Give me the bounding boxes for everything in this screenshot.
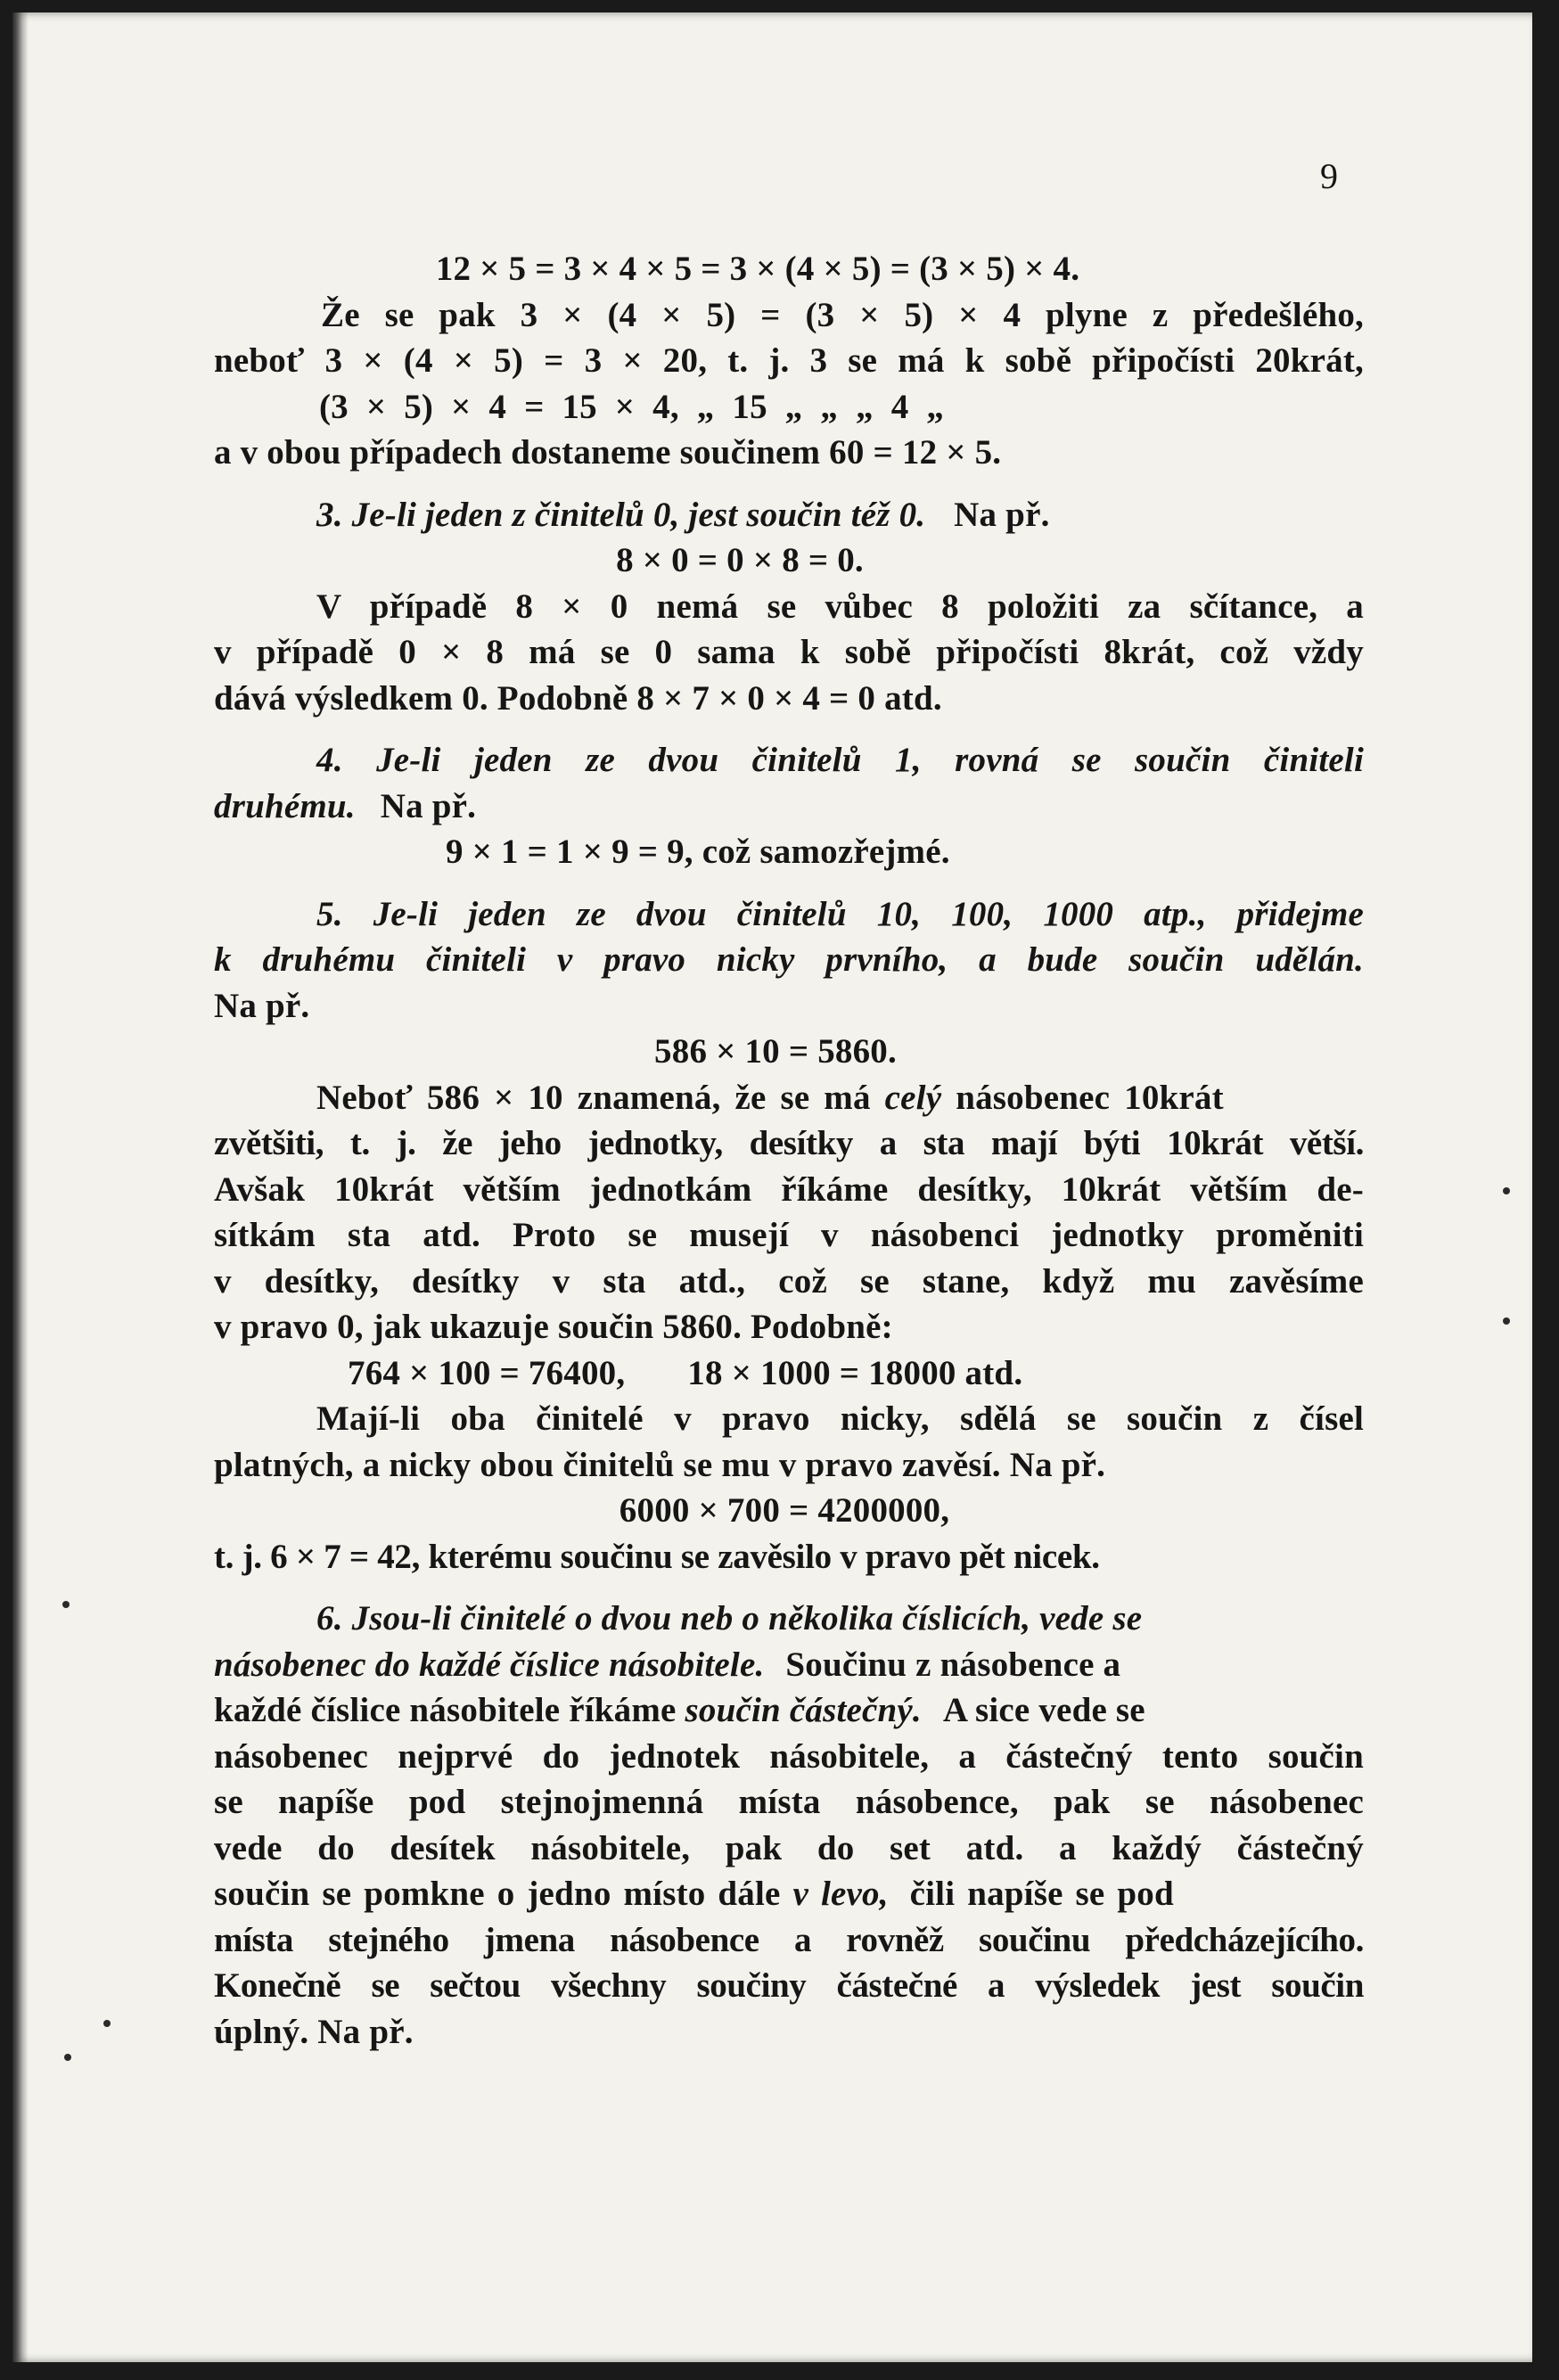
- rule-4-line: [214, 784, 1364, 830]
- emphasis: v levo,: [792, 1875, 889, 1913]
- equation-line: 12 × 5 = 3 × 4 × 5 = 3 × (4 × 5) = (3 × 5) × 4.: [435, 250, 1080, 288]
- rule-4-statement: 4. Je-li jeden ze dvou činitelů 1, rovná se součin činiteli: [316, 741, 1364, 779]
- rule-6-line: [214, 1596, 1364, 1642]
- page-number: 9: [1320, 156, 1338, 196]
- text-line: násobenec nejprvé do jednotek násobitele, a částečný tento součin: [214, 1736, 1364, 1776]
- text-line: [214, 1687, 1364, 1734]
- text-line: Avšak 10krát větším jednotkám říkáme desítky, 10krát větším de-: [214, 1169, 1364, 1209]
- text-line: místa stejného jmena násobence a rovněž součinu předcházejícího.: [214, 1920, 1364, 1959]
- text-line: Konečně se sečtou všechny součiny částečné a výsledek jest součin: [214, 1966, 1364, 2005]
- margin-speck: [62, 1601, 70, 1608]
- equation: 18 × 1000 = 18000 atd.: [687, 1353, 1023, 1392]
- rule-6-statement-end: násobenec do každé číslice násobitele.: [214, 1645, 765, 1684]
- page-binding-edge: [12, 12, 29, 2362]
- text-line: a v obou případech dostaneme součinem 60 = 12 × 5.: [214, 433, 1002, 472]
- text-part: každé číslice násobitele říkáme: [214, 1691, 677, 1729]
- rule-5-statement: 5. Je-li jeden ze dvou činitelů 10, 100, 1000 atp., přidejme: [316, 894, 1364, 933]
- margin-speck: [1503, 1187, 1510, 1194]
- emphasis: celý: [884, 1078, 942, 1117]
- text-line: Mají-li oba činitelé v pravo nicky, sdělá se součin z čísel: [316, 1399, 1364, 1438]
- text-line: v desítky, desítky v sta atd., což se stane, když mu zavěsíme: [214, 1261, 1364, 1301]
- text-part: čili napíše se pod: [909, 1875, 1174, 1913]
- text-part: Součinu z násobence a: [785, 1645, 1121, 1684]
- text-line: dává výsledkem 0. Podobně 8 × 7 × 0 × 4 = 0 atd.: [214, 678, 942, 718]
- book-page: [12, 12, 1532, 2362]
- equation-line: 8 × 0 = 0 × 8 = 0.: [616, 541, 864, 579]
- example-label: Na př.: [380, 786, 477, 825]
- rule-5-statement-end: k druhému činiteli v pravo nicky prvního, a bude součin udělán.: [214, 940, 1364, 979]
- text-line: v případě 0 × 8 má se 0 sama k sobě připočísti 8krát, což vždy: [214, 633, 1364, 671]
- text-line: platných, a nicky obou činitelů se mu v pravo zavěsí. Na př.: [214, 1445, 1106, 1484]
- equation-line: 9 × 1 = 1 × 9 = 9, což samozřejmé.: [446, 833, 950, 871]
- margin-speck: [1503, 1317, 1510, 1325]
- text-line: neboť 3 × (4 × 5) = 3 × 20, t. j. 3 se má k sobě připočísti 20krát,: [214, 341, 1364, 380]
- text-line: úplný. Na př.: [214, 2012, 414, 2051]
- text-line: zvětšiti, t. j. že jeho jednotky, desítky a sta mají býti 10krát větší.: [214, 1124, 1364, 1162]
- text-line: sítkám sta atd. Proto se musejí v násobenci jednotky proměniti: [214, 1216, 1364, 1254]
- text-line: t. j. 6 × 7 = 42, kterému součinu se zavěsilo v pravo pět nicek.: [214, 1537, 1100, 1576]
- text-line: se napíše pod stejnojmenná místa násobence, pak se násobenec: [214, 1783, 1364, 1821]
- equation-line: 6000 × 700 = 4200000,: [619, 1491, 950, 1530]
- rule-4-statement-end: druhému.: [214, 786, 356, 825]
- equation-line: 586 × 10 = 5860.: [654, 1032, 897, 1071]
- text-part: Neboť 586 × 10 znamená, že se má: [316, 1078, 871, 1117]
- text-line: [214, 1642, 1364, 1688]
- text-part: A sice vede se: [942, 1691, 1145, 1729]
- text-line: vede do desítek násobitele, pak do set atd. a každý částečný: [214, 1828, 1364, 1867]
- margin-speck: [103, 2020, 111, 2027]
- term-partial-product: součin částečný.: [685, 1691, 922, 1729]
- text-line: [214, 1871, 1364, 1917]
- text-block: [214, 246, 1364, 2055]
- rule-3-line: [214, 492, 1364, 538]
- text-line: v pravo 0, jak ukazuje součin 5860. Podobně:: [214, 1308, 893, 1346]
- margin-speck: [64, 2054, 71, 2061]
- rule-6-statement: 6. Jsou-li činitelé o dvou neb o několika číslicích, vede se: [316, 1599, 1143, 1637]
- rule-3-statement: 3. Je-li jeden z činitelů 0, jest součin též 0.: [316, 495, 926, 534]
- text-line: [214, 1075, 1364, 1121]
- text-part: součin se pomkne o jedno místo dále: [214, 1875, 781, 1913]
- example-label: Na př.: [214, 986, 310, 1025]
- equation-line: [214, 1350, 1364, 1397]
- text-line: V případě 8 × 0 nemá se vůbec 8 položiti za sčítance, a: [316, 587, 1364, 626]
- text-part: násobenec 10krát: [956, 1078, 1224, 1117]
- equation: 764 × 100 = 76400,: [348, 1353, 626, 1392]
- example-label: Na př.: [954, 495, 1050, 534]
- text-line: (3 × 5) × 4 = 15 × 4, „ 15 „ „ „ 4 „: [319, 387, 945, 426]
- text-line: Že se pak 3 × (4 × 5) = (3 × 5) × 4 plyne z předešlého,: [321, 295, 1364, 334]
